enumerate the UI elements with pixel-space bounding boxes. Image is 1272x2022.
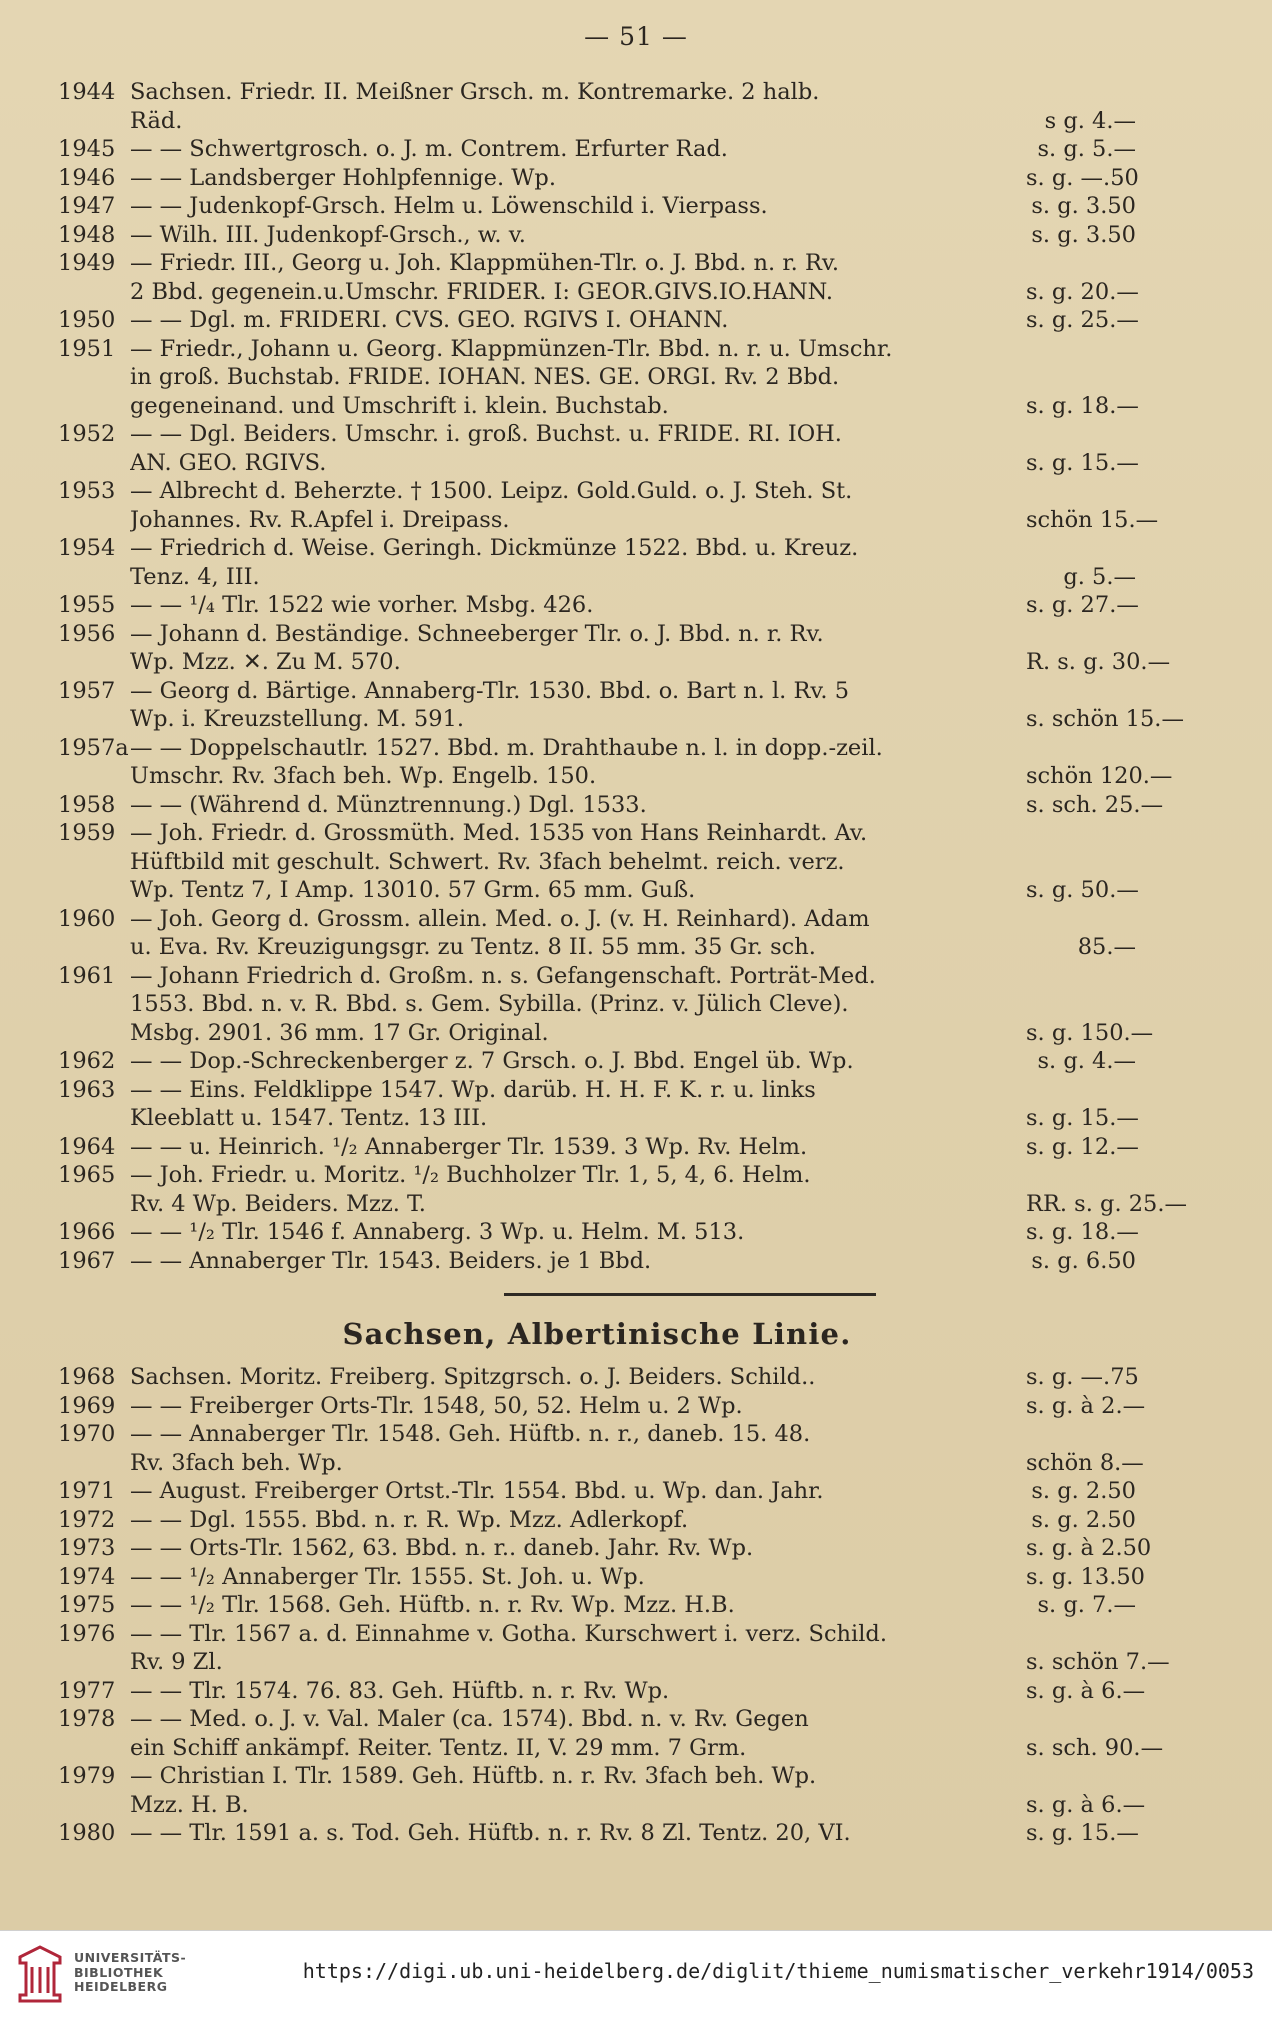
entry-price: s g. 4.— [1044, 107, 1136, 134]
list-item [58, 1363, 1139, 1392]
entry-price: 85.— [1077, 934, 1136, 960]
entry-number: 1960 [58, 905, 116, 932]
list-item [58, 278, 1139, 307]
entry-number: 1965 [58, 1162, 116, 1188]
entry-price: s. g. 4.— [1037, 1048, 1136, 1074]
list-item [58, 1648, 1170, 1677]
entry-number: 1957 [58, 677, 116, 704]
entry-number: 1950 [58, 307, 116, 333]
entry-description: Rv. 9 Zl. [130, 1649, 223, 1675]
list-item [58, 705, 1184, 734]
entry-description: — — Dgl. 1555. Bbd. n. r. R. Wp. Mzz. Adlerkopf. [130, 1506, 689, 1533]
entry-price: s. g. 50.— [1026, 877, 1139, 903]
entry-number: 1963 [58, 1076, 116, 1103]
entry-number: 1974 [58, 1563, 116, 1590]
entry-price: s. g. 5.— [1037, 136, 1136, 162]
entry-description: — — ¹/₂ Annaberger Tlr. 1555. St. Joh. u. Wp. [130, 1563, 645, 1590]
entry-price: s. g. 3.50 [1031, 221, 1136, 248]
entry-number: 1954 [58, 535, 116, 561]
entry-price: s. g. 13.50 [1026, 1563, 1145, 1590]
catalog-entries [58, 78, 1188, 1848]
entry-price: s. g. 15.— [1026, 1105, 1139, 1131]
entry-number: 1970 [58, 1421, 116, 1447]
entry-number: 1976 [58, 1620, 116, 1647]
list-item [58, 1190, 1188, 1219]
entry-description: 1553. Bbd. n. v. R. Bbd. s. Gem. Sybilla. (Prinz. v. Jülich Cleve). [130, 991, 849, 1017]
list-item [58, 1047, 1136, 1076]
entry-number: 1951 [58, 335, 116, 362]
entry-description: — Georg d. Bärtige. Annaberg-Tlr. 1530. Bbd. o. Bart n. l. Rv. 5 [130, 677, 850, 704]
entry-price: s. g. 18.— [1026, 1219, 1139, 1245]
section-title: Sachsen, Albertinische Linie. [342, 1317, 852, 1351]
list-item [58, 848, 1136, 877]
entry-description: — — Orts-Tlr. 1562, 63. Bbd. n. r.. daneb. Jahr. Rv. Wp. [130, 1535, 754, 1561]
list-item [58, 677, 1136, 706]
entry-description: Räd. [130, 107, 183, 134]
entry-description: ein Schiff ankämpf. Reiter. Tentz. II, V. 29 mm. 7 Grm. [130, 1734, 747, 1761]
viewer-footer [0, 1930, 1272, 2022]
entry-price: s. g. à 6.— [1026, 1677, 1146, 1704]
list-item [58, 1076, 1136, 1105]
list-item [58, 1734, 1164, 1763]
entry-list-ernestine [58, 78, 1188, 1275]
entry-description: — — ¹/₄ Tlr. 1522 wie vorher. Msbg. 426. [130, 592, 594, 618]
entry-number: 1971 [58, 1478, 116, 1504]
entry-description: — — (Während d. Münztrennung.) Dgl. 1533. [130, 791, 647, 818]
list-item [58, 620, 1136, 649]
entry-description: — Friedrich d. Weise. Geringh. Dickmünze 1522. Bbd. u. Kreuz. [130, 535, 859, 561]
list-item [58, 534, 1136, 563]
entry-number: 1956 [58, 620, 116, 647]
entry-description: — Joh. Georg d. Grossm. allein. Med. o. J. (v. H. Reinhard). Adam [130, 905, 870, 932]
entry-number: 1968 [58, 1364, 116, 1390]
entry-description: — — Annaberger Tlr. 1543. Beiders. je 1 Bbd. [130, 1247, 652, 1274]
entry-number: 1944 [58, 79, 116, 105]
entry-description: — — Doppelschautlr. 1527. Bbd. m. Drahthaube n. l. in dopp.-zeil. [130, 734, 883, 761]
list-item [58, 819, 1136, 848]
entry-description: — — Tlr. 1591 a. s. Tod. Geh. Hüftb. n. r. Rv. 8 Zl. Tentz. 20, VI. [130, 1820, 851, 1846]
entry-description: Umschr. Rv. 3fach beh. Wp. Engelb. 150. [130, 763, 597, 789]
list-item [58, 1705, 1136, 1734]
entry-description: Mzz. H. B. [130, 1791, 249, 1818]
entry-description: 2 Bbd. gegenein.u.Umschr. FRIDER. I: GEOR.GIVS.IO.HANN. [130, 278, 834, 305]
entry-price: s. sch. 90.— [1026, 1734, 1164, 1761]
list-item [58, 1620, 1136, 1649]
entry-price: s. schön 15.— [1026, 706, 1184, 732]
page-number: — 51 — [584, 22, 688, 51]
entry-description: Rv. 3fach beh. Wp. [130, 1449, 343, 1476]
entry-description: — — Eins. Feldklippe 1547. Wp. darüb. H. H. F. K. r. u. links [130, 1076, 816, 1103]
list-item [58, 306, 1139, 335]
entry-number: 1948 [58, 221, 116, 248]
entry-description: — — Freiberger Orts-Tlr. 1548, 50, 52. Helm u. 2 Wp. [130, 1392, 743, 1419]
entry-number: 1973 [58, 1535, 116, 1561]
entry-price: s. g. 20.— [1026, 278, 1139, 305]
entry-price: s. g. à 6.— [1026, 1791, 1146, 1818]
entry-price: s. g. 15.— [1026, 1820, 1139, 1846]
entry-number: 1959 [58, 820, 116, 846]
section-divider [58, 1275, 1136, 1305]
entry-description: — Friedr., Johann u. Georg. Klappmünzen-Tlr. Bbd. n. r. u. Umschr. [130, 335, 893, 362]
list-item [58, 990, 1136, 1019]
list-item [58, 107, 1136, 136]
entry-price: s. g. 7.— [1037, 1592, 1136, 1618]
entry-description: Rv. 4 Wp. Beiders. Mzz. T. [130, 1190, 426, 1217]
entry-description: — — ¹/₂ Tlr. 1546 f. Annaberg. 3 Wp. u. Helm. M. 513. [130, 1219, 745, 1245]
list-item [58, 1019, 1154, 1048]
list-item [58, 648, 1171, 677]
list-item [58, 1791, 1146, 1820]
entry-description: Wp. i. Kreuzstellung. M. 591. [130, 706, 464, 732]
list-item [58, 420, 1136, 449]
list-item [58, 1563, 1145, 1592]
entry-number: 1953 [58, 478, 116, 504]
list-item [58, 933, 1136, 962]
list-item [58, 563, 1136, 592]
entry-number: 1964 [58, 1133, 116, 1160]
entry-description: — Friedr. III., Georg u. Joh. Klappmühen-Tlr. o. J. Bbd. n. r. Rv. [130, 250, 840, 276]
entry-price: s. g. à 2.50 [1026, 1535, 1152, 1561]
entry-number: 1961 [58, 962, 116, 989]
entry-number: 1967 [58, 1247, 116, 1274]
list-item [58, 734, 1136, 763]
entry-price: R. s. g. 30.— [1026, 649, 1171, 675]
entry-price: s. g. 6.50 [1031, 1247, 1136, 1274]
list-item [58, 1762, 1136, 1791]
entry-price: s. g. 3.50 [1031, 193, 1136, 219]
entry-description: Hüftbild mit geschult. Schwert. Rv. 3fach behelmt. reich. verz. [130, 848, 845, 875]
entry-price: s. g. 2.50 [1031, 1506, 1136, 1533]
list-item [58, 791, 1164, 820]
entry-description: — Johann d. Beständige. Schneeberger Tlr. o. J. Bbd. n. r. Rv. [130, 620, 824, 647]
list-item [58, 363, 1136, 392]
list-item [58, 1677, 1146, 1706]
entry-price: s. g. 18.— [1026, 392, 1139, 419]
entry-price: schön 15.— [1026, 506, 1159, 533]
entry-price: s. g. 12.— [1026, 1133, 1139, 1160]
entry-price: s. g. 150.— [1026, 1019, 1154, 1046]
list-item [58, 1506, 1136, 1535]
entry-price: s. g. —.50 [1026, 164, 1139, 191]
entry-description: — — Tlr. 1574. 76. 83. Geh. Hüftb. n. r. Rv. Wp. [130, 1677, 670, 1704]
entry-description: — Wilh. III. Judenkopf-Grsch., w. v. [130, 221, 526, 248]
list-item [58, 164, 1139, 193]
list-item [58, 78, 1136, 107]
list-item [58, 335, 1136, 364]
entry-number: 1955 [58, 592, 116, 618]
entry-price: RR. s. g. 25.— [1026, 1190, 1188, 1217]
entry-description: — — Judenkopf-Grsch. Helm u. Löwenschild i. Vierpass. [130, 193, 768, 219]
entry-description: Kleeblatt u. 1547. Tentz. 13 III. [130, 1105, 488, 1131]
entry-number: 1975 [58, 1592, 116, 1618]
entry-number: 1977 [58, 1677, 116, 1704]
list-item [58, 135, 1136, 164]
list-item [58, 905, 1136, 934]
entry-price: schön 120.— [1026, 763, 1173, 789]
list-item [58, 1449, 1144, 1478]
entry-description: gegeneinand. und Umschrift i. klein. Buchstab. [130, 392, 669, 419]
entry-price: s. g. 27.— [1026, 592, 1139, 618]
list-item [58, 221, 1136, 250]
entry-number: 1962 [58, 1048, 116, 1074]
entry-description: Tenz. 4, III. [130, 563, 260, 590]
entry-description: — — u. Heinrich. ¹/₂ Annaberger Tlr. 1539. 3 Wp. Rv. Helm. [130, 1133, 808, 1160]
entry-number: 1957a [58, 734, 129, 761]
entry-description: — Albrecht d. Beherzte. † 1500. Leipz. Gold.Guld. o. J. Steh. St. [130, 478, 853, 504]
entry-price: s. g. —.75 [1026, 1364, 1139, 1390]
list-item [58, 1133, 1139, 1162]
entry-list-albertine [58, 1363, 1170, 1848]
entry-description: — — Med. o. J. v. Val. Maler (ca. 1574). Bbd. n. v. Rv. Gegen [130, 1706, 809, 1732]
entry-description: — — Schwertgrosch. o. J. m. Contrem. Erfurter Rad. [130, 136, 728, 162]
entry-description: AN. GEO. RGIVS. [130, 449, 327, 476]
entry-number: 1947 [58, 193, 116, 219]
list-item [58, 962, 1136, 991]
list-item [58, 1591, 1136, 1620]
entry-description: — — Dgl. m. FRIDERI. CVS. GEO. RGIVS I. OHANN. [130, 307, 729, 333]
entry-description: u. Eva. Rv. Kreuzigungsgr. zu Tentz. 8 II. 55 mm. 35 Gr. sch. [130, 934, 816, 960]
entry-number: 1952 [58, 421, 116, 447]
entry-number: 1979 [58, 1763, 116, 1789]
entry-price: s. g. 15.— [1026, 449, 1139, 476]
list-item [58, 1420, 1136, 1449]
list-item [58, 392, 1139, 421]
entry-number: 1972 [58, 1506, 116, 1533]
entry-description: in groß. Buchstab. FRIDE. IOHAN. NES. GE. ORGI. Rv. 2 Bbd. [130, 364, 840, 390]
entry-number: 1949 [58, 250, 116, 276]
entry-number: 1969 [58, 1392, 116, 1419]
entry-number: 1946 [58, 164, 116, 191]
entry-price: s. sch. 25.— [1026, 791, 1164, 818]
entry-number: 1945 [58, 136, 116, 162]
entry-price: s. schön 7.— [1026, 1649, 1170, 1675]
entry-number: 1966 [58, 1219, 116, 1245]
entry-description: — — Dgl. Beiders. Umschr. i. groß. Buchst. u. FRIDE. RI. IOH. [130, 421, 842, 447]
entry-description: — — Landsberger Hohlpfennige. Wp. [130, 164, 556, 191]
list-item [58, 1247, 1136, 1276]
entry-description: — — ¹/₂ Tlr. 1568. Geh. Hüftb. n. r. Rv. Wp. Mzz. H.B. [130, 1592, 735, 1618]
list-item [58, 1819, 1139, 1848]
list-item [58, 1392, 1146, 1421]
entry-price: s. g. à 2.— [1026, 1392, 1146, 1419]
entry-price: s. g. 25.— [1026, 307, 1139, 333]
list-item [58, 1534, 1152, 1563]
entry-number: 1980 [58, 1820, 116, 1846]
entry-number: 1958 [58, 791, 116, 818]
entry-description: Wp. Tentz 7, I Amp. 13010. 57 Grm. 65 mm. Guß. [130, 877, 696, 903]
entry-price: s. g. 2.50 [1031, 1478, 1136, 1504]
list-item [58, 449, 1139, 478]
entry-description: Sachsen. Moritz. Freiberg. Spitzgrsch. o. J. Beiders. Schild.. [130, 1364, 816, 1390]
list-item [58, 249, 1136, 278]
list-item [58, 1161, 1136, 1190]
entry-description: — Johann Friedrich d. Großm. n. s. Gefangenschaft. Porträt-Med. [130, 962, 876, 989]
entry-description: Wp. Mzz. ✕. Zu M. 570. [130, 649, 401, 675]
list-item [58, 1104, 1139, 1133]
list-item [58, 1218, 1139, 1247]
page-url-link[interactable]: https://digi.ub.uni-heidelberg.de/diglit/thieme_numismatischer_verkehr1914/0053 [302, 1959, 1254, 1983]
entry-description: — — Annaberger Tlr. 1548. Geh. Hüftb. n. r., daneb. 15. 48. [130, 1421, 811, 1447]
list-item [58, 477, 1136, 506]
entry-number: 1978 [58, 1706, 116, 1732]
list-item [58, 192, 1136, 221]
list-item [58, 591, 1139, 620]
entry-description: — — Tlr. 1567 a. d. Einnahme v. Gotha. Kurschwert i. verz. Schild. [130, 1620, 887, 1647]
library-logo-icon [14, 1943, 66, 2005]
entry-price: g. 5.— [1063, 563, 1136, 590]
entry-description: Sachsen. Friedr. II. Meißner Grsch. m. Kontremarke. 2 halb. [130, 79, 820, 105]
entry-description: — — Dop.-Schreckenberger z. 7 Grsch. o. J. Bbd. Engel üb. Wp. [130, 1048, 854, 1074]
entry-description: — August. Freiberger Ortst.-Tlr. 1554. Bbd. u. Wp. dan. Jahr. [130, 1478, 824, 1504]
library-name: UNIVERSITÄTS- BIBLIOTHEK HEIDELBERG [74, 1950, 187, 1994]
entry-description: — Joh. Friedr. d. Grossmüth. Med. 1535 von Hans Reinhardt. Av. [130, 820, 868, 846]
entry-price: schön 8.— [1026, 1449, 1144, 1476]
list-item [58, 506, 1159, 535]
list-item [58, 762, 1173, 791]
entry-description: — Joh. Friedr. u. Moritz. ¹/₂ Buchholzer Tlr. 1, 5, 4, 6. Helm. [130, 1162, 811, 1188]
entry-description: Johannes. Rv. R.Apfel i. Dreipass. [130, 506, 510, 533]
list-item [58, 1477, 1136, 1506]
entry-description: — Christian I. Tlr. 1589. Geh. Hüftb. n. r. Rv. 3fach beh. Wp. [130, 1763, 817, 1789]
entry-description: Msbg. 2901. 36 mm. 17 Gr. Original. [130, 1019, 549, 1046]
list-item [58, 876, 1139, 905]
